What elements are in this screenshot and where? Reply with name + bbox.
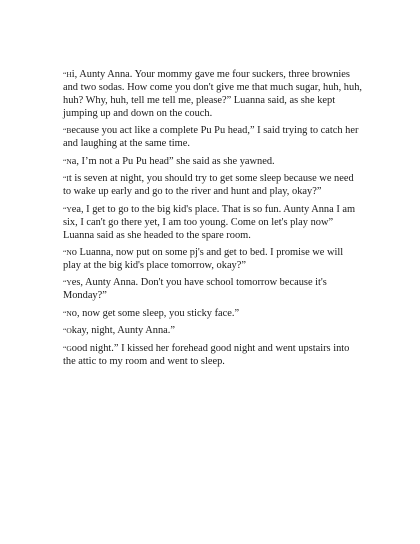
paragraph-6: “No Luanna, now put on some pj's and get to bed. I promise we will play at the big kid's place tomorrow, okay?” xyxy=(63,246,344,271)
paragraph-5: “Yea, I get to go to the big kid's place. That is so fun. Aunty Anna I am six, I can't go there yet, I am too young. Come on let's play now” Luanna said as she headed to the spare room. xyxy=(63,203,356,241)
paragraph-7: “Yes, Aunty Anna. Don't you have school tomorrow because it's Monday?” xyxy=(63,277,327,302)
paragraph-3: “Na, I’m not a Pu Pu head” she said as she yawned. xyxy=(63,155,275,167)
paragraph-10: “Good night.” I kissed her forehead good night and went upstairs into the attic to my room and went to sleep. xyxy=(63,342,350,367)
paragraph-2: “Because you act like a complete Pu Pu head,” I said trying to catch her and laughing at the same time. xyxy=(63,125,359,150)
story-page xyxy=(63,68,363,372)
paragraph-9: “Okay, night, Aunty Anna.” xyxy=(63,325,175,337)
paragraph-4: “It is seven at night, you should try to get some sleep because we need to wake up early and go to the river and hunt and play, okay?” xyxy=(63,173,354,198)
paragraph-8: “No, now get some sleep, you sticky face.” xyxy=(63,307,240,319)
paragraph-1: “Hi, Aunty Anna. Your mommy gave me four suckers, three brownies and two sodas. How come you don't give me that much sugar, huh, huh, huh? Why, huh, tell me tell me, please?” Luanna said, as she kept jumping up and down on the couch. xyxy=(63,69,362,119)
